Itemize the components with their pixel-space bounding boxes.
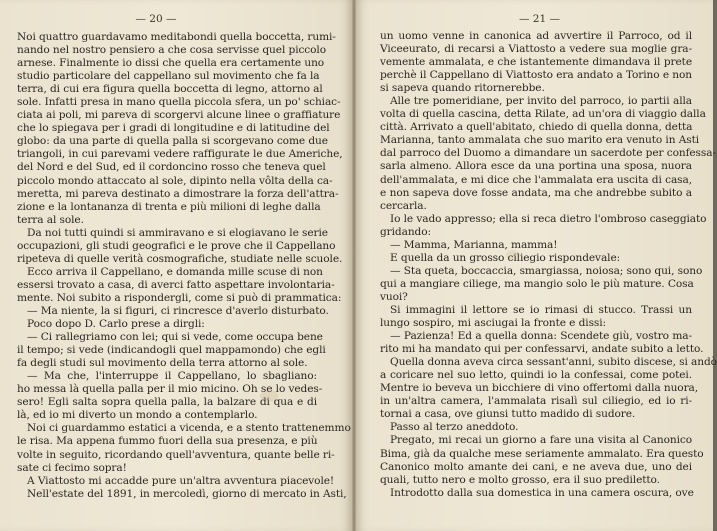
text-line: perchè il Cappellano di Viattosto era andato a Torino e non	[380, 69, 692, 82]
text-line: meretta, mi pareva destinato a dimostrare la forza dell'attra-	[17, 187, 339, 200]
left-page	[0, 0, 352, 531]
text-line: A Viattosto mi accadde pure un'altra avventura piacevole!	[27, 474, 335, 487]
text-line: qui a mangiare ciliege, ma mangio solo le più mature. Cosa	[380, 277, 694, 290]
text-line: Bima, già da qualche mese seriamente ammalato. Era questo	[380, 447, 704, 460]
text-line: il tempo; si vede (indicandogli quel mappamondo) che egli	[17, 344, 326, 357]
right-page-text	[380, 30, 717, 500]
paper-stain	[260, 390, 278, 402]
text-line: vuoi?	[380, 290, 408, 303]
text-line: Pregato, mi recai un giorno a fare una visita al Canonico	[390, 434, 692, 447]
page-number: — 20 —	[135, 13, 177, 25]
text-line: vemente ammalata, e che istantemente dimandava il prete	[380, 56, 692, 69]
text-line: rito mi ha mandato qui per confessarvi, andate subito a letto.	[380, 343, 704, 356]
text-line: — Ma che, l'interruppe il Cappellano, lo sbagliano:	[27, 370, 317, 383]
text-line: — Pazienza! Ed a quella donna: Scendete giù, vostro ma-	[390, 330, 692, 343]
text-line: Quella donna aveva circa sessant'anni, subito discese, si andò	[390, 356, 717, 369]
text-line: — Mamma, Marianna, mamma!	[390, 238, 558, 251]
left-page-text	[17, 31, 351, 501]
text-line: tornai a casa, ove giunsi tutto madido di sudore.	[380, 408, 636, 421]
text-line: si sapeva quando ritornerebbe.	[380, 82, 545, 95]
text-line: fa degli studi sul movimento della terra attorno al sole.	[17, 357, 308, 370]
text-line: sarla almeno. Allora esce da una portina una sposa, nuora	[380, 160, 692, 173]
text-line: volte in seguito, ricordando quell'avventura, quante belle ri-	[17, 448, 335, 461]
text-line: quali, tutto nero e molto grosso, era il suo prediletto.	[380, 473, 660, 486]
text-line: in un'altra camera, l'ammalata risalì sul ciliegio, ed io ri-	[380, 395, 692, 408]
text-line: mente. Noi subito a rispondergli, come si può di prammatica:	[17, 291, 342, 304]
text-line: Si immagini il lettore se io rimasi di stucco. Trassi un	[390, 303, 692, 316]
text-line: del Nord e del Sud, ed il cordoncino rosso che teneva quel	[17, 161, 326, 174]
text-line: zione e la lontananza di trenta e più milioni di leghe dalla	[17, 200, 321, 213]
text-line: — Ci rallegriamo con lei; qui si vede, come occupa bene	[27, 331, 323, 344]
text-line: là, ed io mi diverto un mondo a contemplarlo.	[17, 409, 258, 422]
text-line: nando nel nostro pensiero a che cosa servisse quel piccolo	[17, 44, 326, 57]
paper-stain	[506, 250, 520, 260]
text-line: sate ci fecimo sopra!	[17, 461, 127, 474]
text-line: Noi quattro guardavamo meditabondi quella boccetta, rumi-	[17, 31, 336, 43]
text-line: studio particolare del cappellano sul movimento che fa la	[17, 70, 320, 83]
text-line: e non sapeva dove fosse andata, ma che andrebbe subito a	[380, 186, 692, 199]
text-line: Nell'estate del 1891, in mercoledì, giorno di mercato in Asti,	[27, 487, 347, 500]
text-line: terra, di cui era figura quella boccetta di legno, attorno al	[17, 83, 323, 96]
text-line: terra al sole.	[17, 213, 84, 226]
text-line: ciata ai poli, mi pareva di scorgervi alcune linee o graffiature	[17, 109, 341, 122]
text-line: occupazioni, gli studi geografici e le prove che il Cappellano	[17, 239, 336, 252]
text-line: ho messa là quella palla per il mio micino. Oh se lo vedes-	[17, 383, 323, 396]
text-line: Ecco arriva il Cappellano, e domanda mille scuse di non	[27, 265, 323, 278]
text-line: Canonico molto amante dei cani, e ne aveva due, uno dei	[380, 460, 692, 473]
text-line: che lo spiegava per i gradi di longitudine e di latitudine del	[17, 122, 330, 135]
text-line: Alle tre pomeridiane, per invito del parroco, io partii alla	[390, 95, 692, 108]
text-line: piccolo mondo attaccato al sole, dipinto nella vôlta della ca-	[17, 174, 333, 187]
text-line: triangoli, in cui parevami vedere raffigurate le due Americhe,	[17, 148, 343, 161]
text-line: sero! Egli salta sopra quella palla, la balzare di qua e di	[17, 396, 317, 409]
text-line: le risa. Ma appena fummo fuori della sua presenza, e più	[17, 435, 318, 448]
text-line: Da noi tutti quindi si ammiravano e si elogiavano le serie	[27, 226, 328, 239]
text-line: cercarla.	[380, 199, 427, 212]
text-line: a coricare nel suo letto, quindi io la confessai, come potei.	[380, 369, 692, 382]
text-line: Noi ci guardammo estatici a vicenda, e a stento trattenemmo	[27, 422, 351, 435]
text-line: Mentre io beveva un bicchiere di vino offertomi dalla nuora,	[380, 382, 699, 395]
text-line: arnese. Finalmente io dissi che quella era certamente uno	[17, 57, 325, 70]
text-line: volta di quella cascina, detta Rilate, ad un'ora di viaggio dalla	[380, 108, 706, 121]
text-line: dell'ammalata, e mi dice che l'ammalata era uscita di casa,	[380, 173, 692, 186]
text-line: città. Arrivato a quell'abitato, chiedo di quella donna, detta	[380, 121, 693, 134]
text-line: lungo sospiro, mi asciugai la fronte e dissi:	[380, 317, 606, 330]
text-line: Marianna, tanto ammalata che suo marito era venuto in Asti	[380, 134, 700, 147]
text-line: Introdotto dalla sua domestica in una camera oscura, ove	[390, 486, 694, 499]
text-line: Viceeurato, di recarsi a Viattosto a vedere sua moglie gra-	[380, 43, 692, 56]
text-line: essersi trovato a casa, di averci fatto aspettare involontaria-	[17, 278, 335, 291]
text-line: Passo al terzo aneddoto.	[390, 421, 519, 434]
text-line: ripeteva di quelle verità cosmografiche, studiate nelle scuole.	[17, 252, 343, 265]
page-number: — 21 —	[518, 13, 561, 25]
text-line: gridando:	[380, 225, 431, 238]
right-page	[356, 0, 717, 531]
text-line: — Sta queta, boccaccia, smargiassa, noiosa; sono qui, sono	[390, 264, 703, 277]
text-line: Poco dopo D. Carlo prese a dirgli:	[27, 318, 205, 331]
text-line: E quella da un grosso ciliegio rispondevale:	[390, 251, 621, 264]
text-line: sole. Infatti presa in mano quella piccola sfera, un po' schiac-	[17, 96, 341, 109]
text-line: globo: da una parte di quella palla si scorgevano come due	[17, 135, 328, 148]
text-line: un uomo venne in canonica ad avvertire il Parroco, od il	[380, 30, 692, 42]
text-line: Io le vado appresso; ella si reca dietro l'ombroso caseggiato	[390, 212, 707, 225]
text-line: — Ma niente, la si figuri, ci rincresce d'averlo disturbato.	[27, 304, 329, 317]
text-line: dal parroco del Duomo a dimandare un sacerdote per confessa-	[380, 147, 716, 160]
